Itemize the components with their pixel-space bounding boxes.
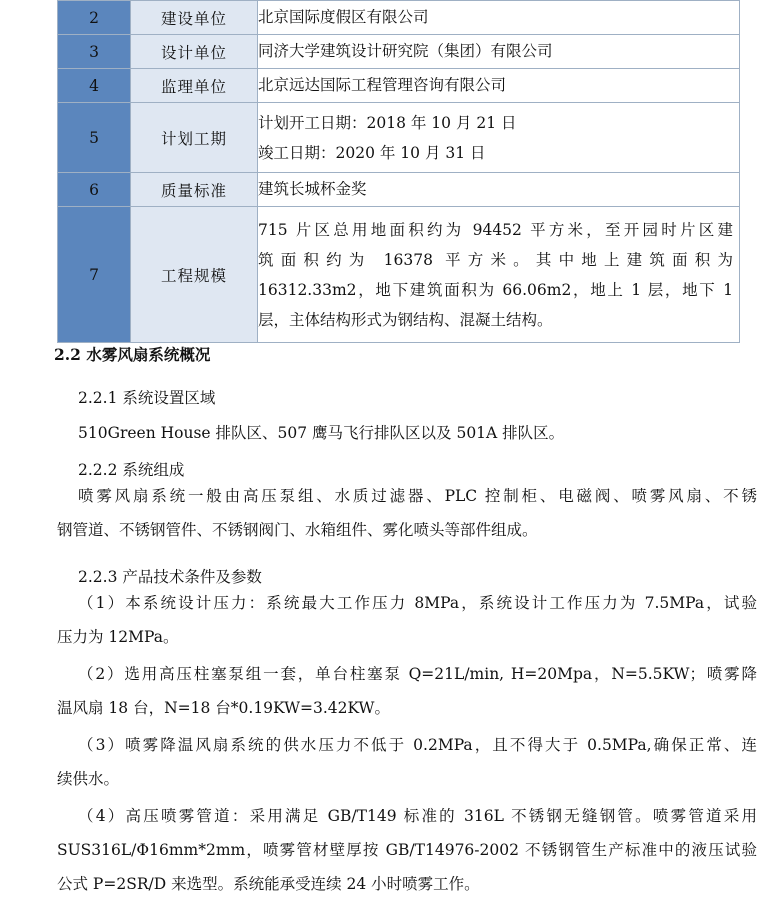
- section-heading: 2.2 水雾风扇系统概况: [54, 345, 211, 364]
- composition-paragraph: [57, 479, 757, 547]
- row-number: 3: [58, 35, 131, 69]
- row-label: 质量标准: [131, 173, 258, 207]
- paragraph-line: （4）高压喷雾管道：采用满足 GB/T149 标准的 316L 不锈钢无缝钢管。喷雾管道采用: [78, 807, 757, 825]
- param-paragraph-2: [57, 657, 757, 725]
- table-row: [58, 173, 740, 207]
- paragraph-line: 喷雾风扇系统一般由高压泵组、水质过滤器、PLC 控制柜、电磁阀、喷雾风扇、不锈: [78, 487, 757, 505]
- paragraph-line: 温风扇 18 台，N=18 台*0.19KW=3.42KW。: [57, 699, 390, 717]
- paragraph-line: 压力为 12MPa。: [57, 628, 179, 646]
- subsection-heading: 2.2.1 系统设置区域: [78, 389, 216, 407]
- start-date: 计划开工日期：2018 年 10 月 21 日: [258, 113, 517, 132]
- paragraph-line: （2）选用高压柱塞泵组一套，单台柱塞泵 Q=21L/min, H=20Mpa，N=5.5KW；喷雾降: [78, 665, 757, 683]
- end-date: 竣工日期：2020 年 10 月 31 日: [258, 143, 486, 162]
- row-value: [258, 103, 740, 173]
- row-label: 监理单位: [131, 69, 258, 103]
- row-value: 建筑长城杯金奖: [258, 173, 740, 207]
- table-row: [58, 207, 740, 343]
- param-paragraph-3: [57, 728, 757, 796]
- row-value: 北京远达国际工程管理咨询有限公司: [258, 69, 740, 103]
- param-paragraph-4: [57, 799, 757, 901]
- row-label: 设计单位: [131, 35, 258, 69]
- row-value: [258, 207, 740, 343]
- project-info-table: [57, 0, 740, 343]
- scale-line: 16312.33m2，地下建筑面积为 66.06m2，地上 1 层，地下 1: [258, 280, 733, 299]
- table-row: [58, 35, 740, 69]
- table-row: [58, 1, 740, 35]
- paragraph-line: （1）本系统设计压力：系统最大工作压力 8MPa，系统设计工作压力为 7.5MPa，试验: [78, 594, 757, 612]
- paragraph-line: （3）喷雾降温风扇系统的供水压力不低于 0.2MPa，且不得大于 0.5MPa,确保正常、连: [78, 736, 757, 754]
- subsection-heading: 2.2.2 系统组成: [78, 461, 185, 479]
- table-row: [58, 69, 740, 103]
- row-label: 工程规模: [131, 207, 258, 343]
- row-label: 建设单位: [131, 1, 258, 35]
- row-number: 2: [58, 1, 131, 35]
- area-text: 510Green House 排队区、507 鹰马飞行排队区以及 501A 排队区。: [78, 424, 565, 442]
- row-number: 5: [58, 103, 131, 173]
- param-paragraph-1: [57, 586, 757, 654]
- row-value: 同济大学建筑设计研究院（集团）有限公司: [258, 35, 740, 69]
- row-number: 4: [58, 69, 131, 103]
- scale-line: 筑面积约为 16378 平方米。其中地上建筑面积为: [258, 250, 733, 269]
- paragraph-line: 钢管道、不锈钢管件、不锈钢阀门、水箱组件、雾化喷头等部件组成。: [57, 521, 538, 539]
- table-row: [58, 103, 740, 173]
- paragraph-line: 续供水。: [57, 770, 120, 788]
- row-label: 计划工期: [131, 103, 258, 173]
- paragraph-line: 公式 P=2SR/D 来选型。系统能承受连续 24 小时喷雾工作。: [57, 875, 480, 893]
- paragraph-line: SUS316L/Φ16mm*2mm，喷雾管材壁厚按 GB/T14976-2002 不锈钢管生产标准中的液压试验: [57, 841, 757, 859]
- row-number: 6: [58, 173, 131, 207]
- scale-line: 715 片区总用地面积约为 94452 平方米，至开园时片区建: [258, 220, 733, 239]
- scale-line: 层，主体结构形式为钢结构、混凝土结构。: [258, 310, 553, 329]
- row-number: 7: [58, 207, 131, 343]
- row-value: 北京国际度假区有限公司: [258, 1, 740, 35]
- subsection-heading: 2.2.3 产品技术条件及参数: [78, 568, 262, 586]
